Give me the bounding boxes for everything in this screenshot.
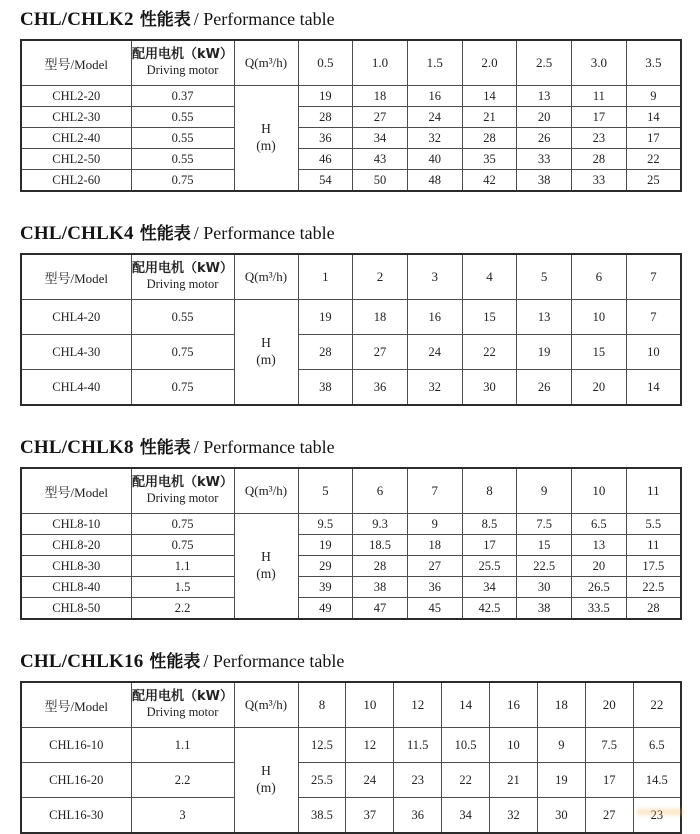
head-value-cell: 22 xyxy=(462,335,517,370)
head-unit: (m) xyxy=(256,566,276,581)
table-row xyxy=(21,128,681,149)
col-header-q-value: 7 xyxy=(626,254,681,300)
motor-label-cn: 配用电机（kW） xyxy=(132,475,233,491)
title-english-label: / Performance table xyxy=(193,9,335,29)
head-value-cell: 9.3 xyxy=(353,514,408,535)
head-value-cell: 26.5 xyxy=(572,577,627,598)
head-value-cell: 19 xyxy=(517,335,572,370)
head-value-cell: 20 xyxy=(517,107,572,128)
head-label: H xyxy=(261,549,271,565)
head-value-cell: 17 xyxy=(572,107,627,128)
header-row xyxy=(21,40,681,86)
header-row xyxy=(21,468,681,514)
col-header-q-value: 6 xyxy=(353,468,408,514)
motor-label-cn: 配用电机（kW） xyxy=(132,261,233,277)
model-cell: CHL2-60 xyxy=(21,170,131,192)
head-value-cell: 9 xyxy=(407,514,462,535)
head-value-cell: 23 xyxy=(394,763,442,798)
head-value-cell: 30 xyxy=(517,577,572,598)
table-row xyxy=(21,728,681,763)
head-value-cell: 32 xyxy=(407,128,462,149)
head-value-cell: 30 xyxy=(462,370,517,406)
head-value-cell: 40 xyxy=(407,149,462,170)
head-value-cell: 38 xyxy=(298,370,353,406)
motor-power-cell: 0.55 xyxy=(131,300,234,335)
head-value-cell: 25 xyxy=(626,170,681,192)
series-name: CHL/CHLK2 xyxy=(20,9,134,30)
performance-table-chlk2 xyxy=(20,39,682,192)
head-value-cell: 26 xyxy=(517,370,572,406)
motor-label-cn: 配用电机（kW） xyxy=(132,47,233,63)
col-header-q-value: 6 xyxy=(572,254,627,300)
head-value-cell: 14 xyxy=(462,86,517,107)
head-value-cell: 25.5 xyxy=(298,763,346,798)
motor-power-cell: 0.75 xyxy=(131,535,234,556)
head-value-cell: 46 xyxy=(298,149,353,170)
table-row xyxy=(21,107,681,128)
head-value-cell: 7.5 xyxy=(585,728,633,763)
head-value-cell: 7 xyxy=(626,300,681,335)
model-cell: CHL2-20 xyxy=(21,86,131,107)
head-value-cell: 22.5 xyxy=(626,577,681,598)
head-value-cell: 28 xyxy=(572,149,627,170)
title-english-label: / Performance table xyxy=(193,437,335,457)
head-value-cell: 17 xyxy=(462,535,517,556)
model-cell: CHL16-10 xyxy=(21,728,131,763)
table-row xyxy=(21,763,681,798)
head-value-cell: 10 xyxy=(490,728,538,763)
motor-power-cell: 0.75 xyxy=(131,335,234,370)
series-name: CHL/CHLK8 xyxy=(20,437,134,458)
motor-power-cell: 2.2 xyxy=(131,763,234,798)
head-value-cell: 24 xyxy=(346,763,394,798)
head-value-cell: 14.5 xyxy=(633,763,681,798)
head-value-cell: 22 xyxy=(626,149,681,170)
head-value-cell: 45 xyxy=(407,598,462,620)
head-value-cell: 15 xyxy=(462,300,517,335)
head-value-cell: 19 xyxy=(298,300,353,335)
motor-label-en: Driving motor xyxy=(146,63,219,78)
col-header-q-value: 2.5 xyxy=(517,40,572,86)
head-value-cell: 29 xyxy=(298,556,353,577)
head-value-cell: 8.5 xyxy=(462,514,517,535)
title-chinese-label: 性能表 xyxy=(149,652,201,672)
head-label: H xyxy=(261,763,271,779)
header-row xyxy=(21,254,681,300)
motor-label-en: Driving motor xyxy=(146,705,219,720)
motor-power-cell: 0.75 xyxy=(131,514,234,535)
section-title-chlk8 xyxy=(20,433,680,459)
head-value-cell: 28 xyxy=(353,556,408,577)
col-header-q-value: 12 xyxy=(394,682,442,728)
head-value-cell: 43 xyxy=(353,149,408,170)
head-value-cell: 17.5 xyxy=(626,556,681,577)
head-value-cell: 25.5 xyxy=(462,556,517,577)
section-title-chlk4 xyxy=(20,219,680,245)
col-header-q-value: 8 xyxy=(298,682,346,728)
head-value-cell: 36 xyxy=(353,370,408,406)
title-chinese-label: 性能表 xyxy=(139,224,191,244)
col-header-q-value: 4 xyxy=(462,254,517,300)
head-value-cell: 5.5 xyxy=(626,514,681,535)
head-value-cell: 50 xyxy=(353,170,408,192)
table-row xyxy=(21,335,681,370)
head-value-cell: 36 xyxy=(298,128,353,149)
motor-label-en: Driving motor xyxy=(146,277,219,292)
col-header-q-value: 10 xyxy=(572,468,627,514)
head-value-cell: 9 xyxy=(626,86,681,107)
col-header-q-value: 16 xyxy=(490,682,538,728)
performance-section-chlk16 xyxy=(20,647,680,834)
head-label: H xyxy=(261,335,271,351)
col-header-q-value: 2 xyxy=(353,254,408,300)
head-unit-cell xyxy=(234,514,298,620)
head-value-cell: 13 xyxy=(572,535,627,556)
head-unit-cell xyxy=(234,300,298,406)
col-header-q-value: 22 xyxy=(633,682,681,728)
head-value-cell: 47 xyxy=(353,598,408,620)
head-value-cell: 28 xyxy=(298,107,353,128)
head-value-cell: 34 xyxy=(442,798,490,834)
head-value-cell: 27 xyxy=(585,798,633,834)
head-value-cell: 39 xyxy=(298,577,353,598)
head-value-cell: 38 xyxy=(353,577,408,598)
head-value-cell: 28 xyxy=(298,335,353,370)
head-value-cell: 18.5 xyxy=(353,535,408,556)
model-cell: CHL8-30 xyxy=(21,556,131,577)
col-header-q-value: 8 xyxy=(462,468,517,514)
head-value-cell: 26 xyxy=(517,128,572,149)
motor-power-cell: 1.1 xyxy=(131,728,234,763)
title-english-label: / Performance table xyxy=(193,223,335,243)
col-header-q-value: 9 xyxy=(517,468,572,514)
head-value-cell: 11 xyxy=(626,535,681,556)
head-value-cell: 38 xyxy=(517,598,572,620)
motor-power-cell: 0.37 xyxy=(131,86,234,107)
performance-table-chlk16 xyxy=(20,681,682,834)
model-cell: CHL2-50 xyxy=(21,149,131,170)
table-row xyxy=(21,86,681,107)
model-cell: CHL16-20 xyxy=(21,763,131,798)
col-header-q-value: 1.5 xyxy=(407,40,462,86)
col-header-q-value: 18 xyxy=(537,682,585,728)
performance-table-chlk4 xyxy=(20,253,682,406)
model-cell: CHL8-50 xyxy=(21,598,131,620)
col-header-motor xyxy=(131,468,234,514)
title-chinese-label: 性能表 xyxy=(139,438,191,458)
performance-section-chlk8 xyxy=(20,433,680,620)
col-header-flow: Q(m³/h) xyxy=(234,254,298,300)
model-cell: CHL4-40 xyxy=(21,370,131,406)
motor-power-cell: 1.1 xyxy=(131,556,234,577)
head-value-cell: 17 xyxy=(585,763,633,798)
head-value-cell: 20 xyxy=(572,556,627,577)
model-cell: CHL4-20 xyxy=(21,300,131,335)
table-row xyxy=(21,514,681,535)
head-value-cell: 24 xyxy=(407,107,462,128)
motor-label-cn: 配用电机（kW） xyxy=(132,689,233,705)
title-english-label: / Performance table xyxy=(203,651,345,671)
motor-power-cell: 3 xyxy=(131,798,234,834)
model-cell: CHL8-10 xyxy=(21,514,131,535)
col-header-q-value: 0.5 xyxy=(298,40,353,86)
model-cell: CHL16-30 xyxy=(21,798,131,834)
col-header-q-value: 11 xyxy=(626,468,681,514)
head-value-cell: 36 xyxy=(394,798,442,834)
head-value-cell: 9.5 xyxy=(298,514,353,535)
col-header-flow: Q(m³/h) xyxy=(234,468,298,514)
series-name: CHL/CHLK16 xyxy=(20,651,144,672)
motor-power-cell: 0.55 xyxy=(131,149,234,170)
table-row xyxy=(21,149,681,170)
head-value-cell: 21 xyxy=(462,107,517,128)
head-value-cell: 19 xyxy=(537,763,585,798)
head-value-cell: 10 xyxy=(626,335,681,370)
header-row xyxy=(21,682,681,728)
table-row xyxy=(21,577,681,598)
head-unit: (m) xyxy=(256,780,276,795)
performance-table-chlk8 xyxy=(20,467,682,620)
head-value-cell: 42 xyxy=(462,170,517,192)
model-cell: CHL2-40 xyxy=(21,128,131,149)
head-unit: (m) xyxy=(256,352,276,367)
head-value-cell: 15 xyxy=(572,335,627,370)
table-row xyxy=(21,170,681,192)
head-unit-cell xyxy=(234,728,298,834)
head-value-cell: 18 xyxy=(353,86,408,107)
head-value-cell: 24 xyxy=(407,335,462,370)
motor-power-cell: 1.5 xyxy=(131,577,234,598)
head-value-cell: 37 xyxy=(346,798,394,834)
table-row xyxy=(21,798,681,834)
watermark-fragment xyxy=(636,809,684,815)
table-row xyxy=(21,300,681,335)
head-value-cell: 7.5 xyxy=(517,514,572,535)
head-value-cell: 22 xyxy=(442,763,490,798)
head-value-cell: 13 xyxy=(517,300,572,335)
head-value-cell: 42.5 xyxy=(462,598,517,620)
table-row xyxy=(21,556,681,577)
head-value-cell: 6.5 xyxy=(633,728,681,763)
col-header-q-value: 1.0 xyxy=(353,40,408,86)
col-header-model: 型号/Model xyxy=(21,254,131,300)
col-header-q-value: 1 xyxy=(298,254,353,300)
head-value-cell: 38 xyxy=(517,170,572,192)
col-header-model: 型号/Model xyxy=(21,40,131,86)
head-value-cell: 16 xyxy=(407,300,462,335)
model-cell: CHL8-40 xyxy=(21,577,131,598)
motor-power-cell: 0.55 xyxy=(131,107,234,128)
col-header-q-value: 2.0 xyxy=(462,40,517,86)
col-header-model: 型号/Model xyxy=(21,682,131,728)
col-header-q-value: 5 xyxy=(517,254,572,300)
col-header-motor xyxy=(131,254,234,300)
motor-label-en: Driving motor xyxy=(146,491,219,506)
motor-power-cell: 0.75 xyxy=(131,370,234,406)
col-header-q-value: 14 xyxy=(442,682,490,728)
head-value-cell: 36 xyxy=(407,577,462,598)
performance-section-chlk4 xyxy=(20,219,680,406)
head-value-cell: 34 xyxy=(353,128,408,149)
head-value-cell: 27 xyxy=(353,107,408,128)
head-value-cell: 28 xyxy=(626,598,681,620)
head-unit-cell xyxy=(234,86,298,192)
head-value-cell: 32 xyxy=(490,798,538,834)
head-value-cell: 17 xyxy=(626,128,681,149)
col-header-flow: Q(m³/h) xyxy=(234,682,298,728)
head-value-cell: 33 xyxy=(517,149,572,170)
head-value-cell: 28 xyxy=(462,128,517,149)
head-value-cell: 19 xyxy=(298,535,353,556)
head-value-cell: 32 xyxy=(407,370,462,406)
head-value-cell: 23 xyxy=(633,798,681,834)
col-header-q-value: 3.5 xyxy=(626,40,681,86)
head-value-cell: 10.5 xyxy=(442,728,490,763)
head-value-cell: 33.5 xyxy=(572,598,627,620)
head-value-cell: 54 xyxy=(298,170,353,192)
series-name: CHL/CHLK4 xyxy=(20,223,134,244)
col-header-q-value: 3.0 xyxy=(572,40,627,86)
col-header-q-value: 5 xyxy=(298,468,353,514)
head-value-cell: 15 xyxy=(517,535,572,556)
col-header-q-value: 20 xyxy=(585,682,633,728)
head-value-cell: 35 xyxy=(462,149,517,170)
head-value-cell: 12.5 xyxy=(298,728,346,763)
head-value-cell: 27 xyxy=(353,335,408,370)
section-title-chlk16 xyxy=(20,647,680,673)
col-header-q-value: 3 xyxy=(407,254,462,300)
head-value-cell: 19 xyxy=(298,86,353,107)
motor-power-cell: 0.75 xyxy=(131,170,234,192)
head-value-cell: 38.5 xyxy=(298,798,346,834)
head-value-cell: 18 xyxy=(353,300,408,335)
title-chinese-label: 性能表 xyxy=(139,10,191,30)
col-header-motor xyxy=(131,40,234,86)
table-row xyxy=(21,370,681,406)
head-value-cell: 23 xyxy=(572,128,627,149)
head-value-cell: 21 xyxy=(490,763,538,798)
head-value-cell: 48 xyxy=(407,170,462,192)
head-value-cell: 34 xyxy=(462,577,517,598)
head-value-cell: 14 xyxy=(626,370,681,406)
motor-power-cell: 2.2 xyxy=(131,598,234,620)
head-value-cell: 18 xyxy=(407,535,462,556)
head-value-cell: 33 xyxy=(572,170,627,192)
col-header-q-value: 10 xyxy=(346,682,394,728)
table-row xyxy=(21,535,681,556)
col-header-q-value: 7 xyxy=(407,468,462,514)
motor-power-cell: 0.55 xyxy=(131,128,234,149)
head-value-cell: 49 xyxy=(298,598,353,620)
head-value-cell: 9 xyxy=(537,728,585,763)
col-header-model: 型号/Model xyxy=(21,468,131,514)
performance-section-chlk2 xyxy=(20,5,680,192)
head-value-cell: 22.5 xyxy=(517,556,572,577)
head-unit: (m) xyxy=(256,138,276,153)
head-label: H xyxy=(261,121,271,137)
section-title-chlk2 xyxy=(20,5,680,31)
col-header-motor xyxy=(131,682,234,728)
head-value-cell: 30 xyxy=(537,798,585,834)
col-header-flow: Q(m³/h) xyxy=(234,40,298,86)
head-value-cell: 16 xyxy=(407,86,462,107)
head-value-cell: 10 xyxy=(572,300,627,335)
head-value-cell: 12 xyxy=(346,728,394,763)
head-value-cell: 11.5 xyxy=(394,728,442,763)
head-value-cell: 14 xyxy=(626,107,681,128)
head-value-cell: 6.5 xyxy=(572,514,627,535)
head-value-cell: 20 xyxy=(572,370,627,406)
model-cell: CHL4-30 xyxy=(21,335,131,370)
head-value-cell: 27 xyxy=(407,556,462,577)
model-cell: CHL8-20 xyxy=(21,535,131,556)
table-row xyxy=(21,598,681,620)
model-cell: CHL2-30 xyxy=(21,107,131,128)
head-value-cell: 13 xyxy=(517,86,572,107)
head-value-cell: 11 xyxy=(572,86,627,107)
